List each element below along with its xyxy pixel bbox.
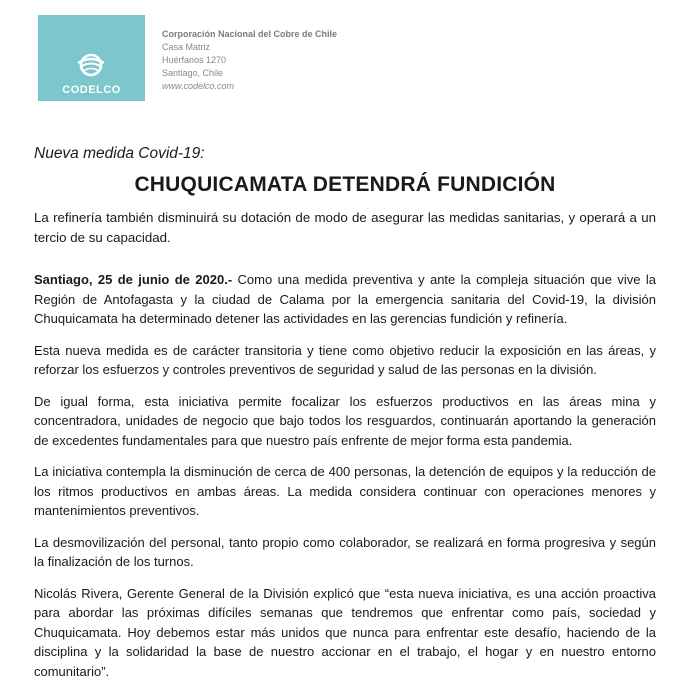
paragraph-5: La desmovilización del personal, tanto propio como colaborador, se realizará en forma progresiva y según la finalización de los turnos.	[34, 534, 656, 569]
paragraph-4: La iniciativa contempla la disminución de cerca de 400 personas, la detención de equipos y la reducción de los ritmos productivos en ambas áreas. La medida considera continuar con operaciones menores y mantenimientos preventivos.	[34, 464, 656, 518]
address-line: Santiago, Chile	[162, 68, 224, 78]
paragraph-3: De igual forma, esta iniciativa permite focalizar los esfuerzos productivos en las áreas mina y concentradora, unidades de negocio que bajo todos los resguardos, continuarán aportando la generación de excedentes fundamentales para que nuestro país enfrente de mejor forma esta pandemia.	[34, 393, 656, 448]
address-line: Casa Matriz	[162, 42, 211, 52]
org-name: Corporación Nacional del Cobre de Chile	[162, 29, 338, 39]
letterhead-address	[162, 28, 337, 93]
logo-wordmark: CODELCO	[62, 84, 121, 96]
lead-paragraph: La refinería también disminuirá su dotación de modo de asegurar las medidas sanitarias, y operará a un tercio de su capacidad.	[34, 210, 656, 245]
paragraph-1	[34, 270, 656, 329]
codelco-logo	[38, 15, 145, 101]
dateline: Santiago, 25 de junio de 2020.-	[34, 272, 233, 287]
kicker: Nueva medida Covid-19:	[34, 145, 205, 162]
paragraph-2: Esta nueva medida es de carácter transitoria y tiene como objetivo reducir la exposición en las áreas, y reforzar los esfuerzos y controles preventivos de seguridad y salud de las personas en la división.	[34, 342, 656, 377]
website-link[interactable]: www.codelco.com	[162, 81, 235, 91]
address-line: Huérfanos 1270	[162, 55, 227, 65]
paragraph-1-text: Como una medida preventiva y ante la compleja situación que vive la Región de Antofagasta y la ciudad de Calama por la emergencia sanitaria del Covid-19, la división Chuquicamata ha determinado detener las actividades en las gerencias fundición y refinería.	[34, 272, 656, 326]
paragraph-6: Nicolás Rivera, Gerente General de la División explicó que “esta nueva iniciativa, es una acción proactiva para abordar las próximas difíciles semanas que tendremos que enfrentar como país, sociedad y Chuquicamata. Hoy debemos estar más unidos que nunca para enfrentar este desafío, haciendo de la disciplina y la solidaridad la base de nuestro accionar en el trabajo, el hogar y en nuestro entorno comunitario”.	[34, 585, 656, 679]
codelco-emblem-icon	[74, 53, 108, 77]
press-release-body	[34, 144, 656, 693]
headline: CHUQUICAMATA DETENDRÁ FUNDICIÓN	[134, 173, 556, 196]
